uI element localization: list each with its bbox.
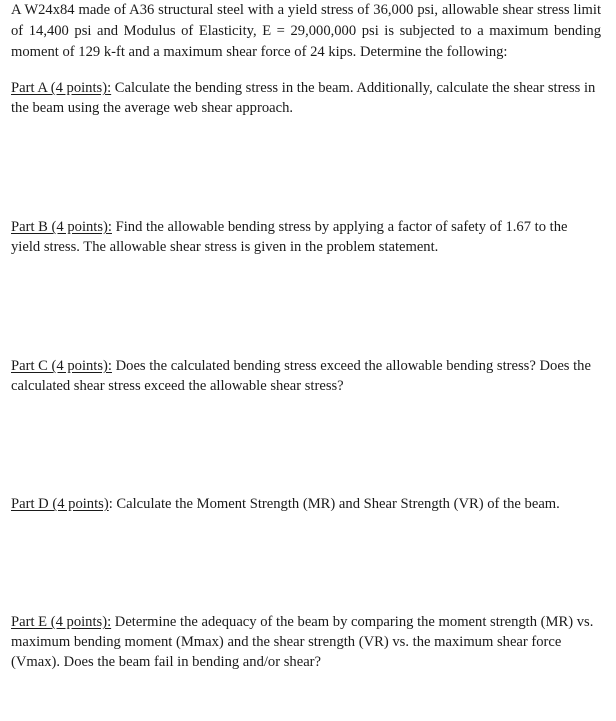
part-d-question bbox=[11, 494, 599, 514]
part-b-text: Find the allowable bending stress by applying a factor of safety of 1.67 to the yield stress. The allowable shear stress is given in the problem statement. bbox=[11, 219, 568, 255]
part-e-question bbox=[11, 612, 599, 672]
part-a-text: Calculate the bending stress in the beam. Additionally, calculate the shear stress in the beam using the average web shear approach. bbox=[11, 80, 596, 116]
part-d-label: Part D (4 points) bbox=[11, 496, 109, 512]
part-e-text: Determine the adequacy of the beam by comparing the moment strength (MR) vs. maximum bending moment (Mmax) and the shear strength (VR) vs. the maximum shear force (Vmax). Does the beam fail in bending and/or shear? bbox=[11, 614, 594, 670]
part-a-label: Part A (4 points): bbox=[11, 80, 112, 96]
part-b-label: Part B (4 points): bbox=[11, 219, 112, 235]
part-c-question bbox=[11, 356, 599, 396]
part-c-text: Does the calculated bending stress exceed the allowable bending stress? Does the calculated shear stress exceed the allowable shear stress? bbox=[11, 358, 591, 394]
part-a-question bbox=[11, 78, 599, 118]
problem-statement: A W24x84 made of A36 structural steel with a yield stress of 36,000 psi, allowable shear stress limit of 14,400 psi and Modulus of Elasticity, E = 29,000,000 psi is subjected to a maximum bending moment of 129 k-ft and a maximum shear force of 24 kips. Determine the following: bbox=[11, 2, 601, 60]
part-b-question bbox=[11, 217, 599, 257]
part-e-label: Part E (4 points): bbox=[11, 614, 112, 630]
part-d-text: : Calculate the Moment Strength (MR) and Shear Strength (VR) of the beam. bbox=[108, 496, 560, 512]
part-c-label: Part C (4 points): bbox=[11, 358, 112, 374]
